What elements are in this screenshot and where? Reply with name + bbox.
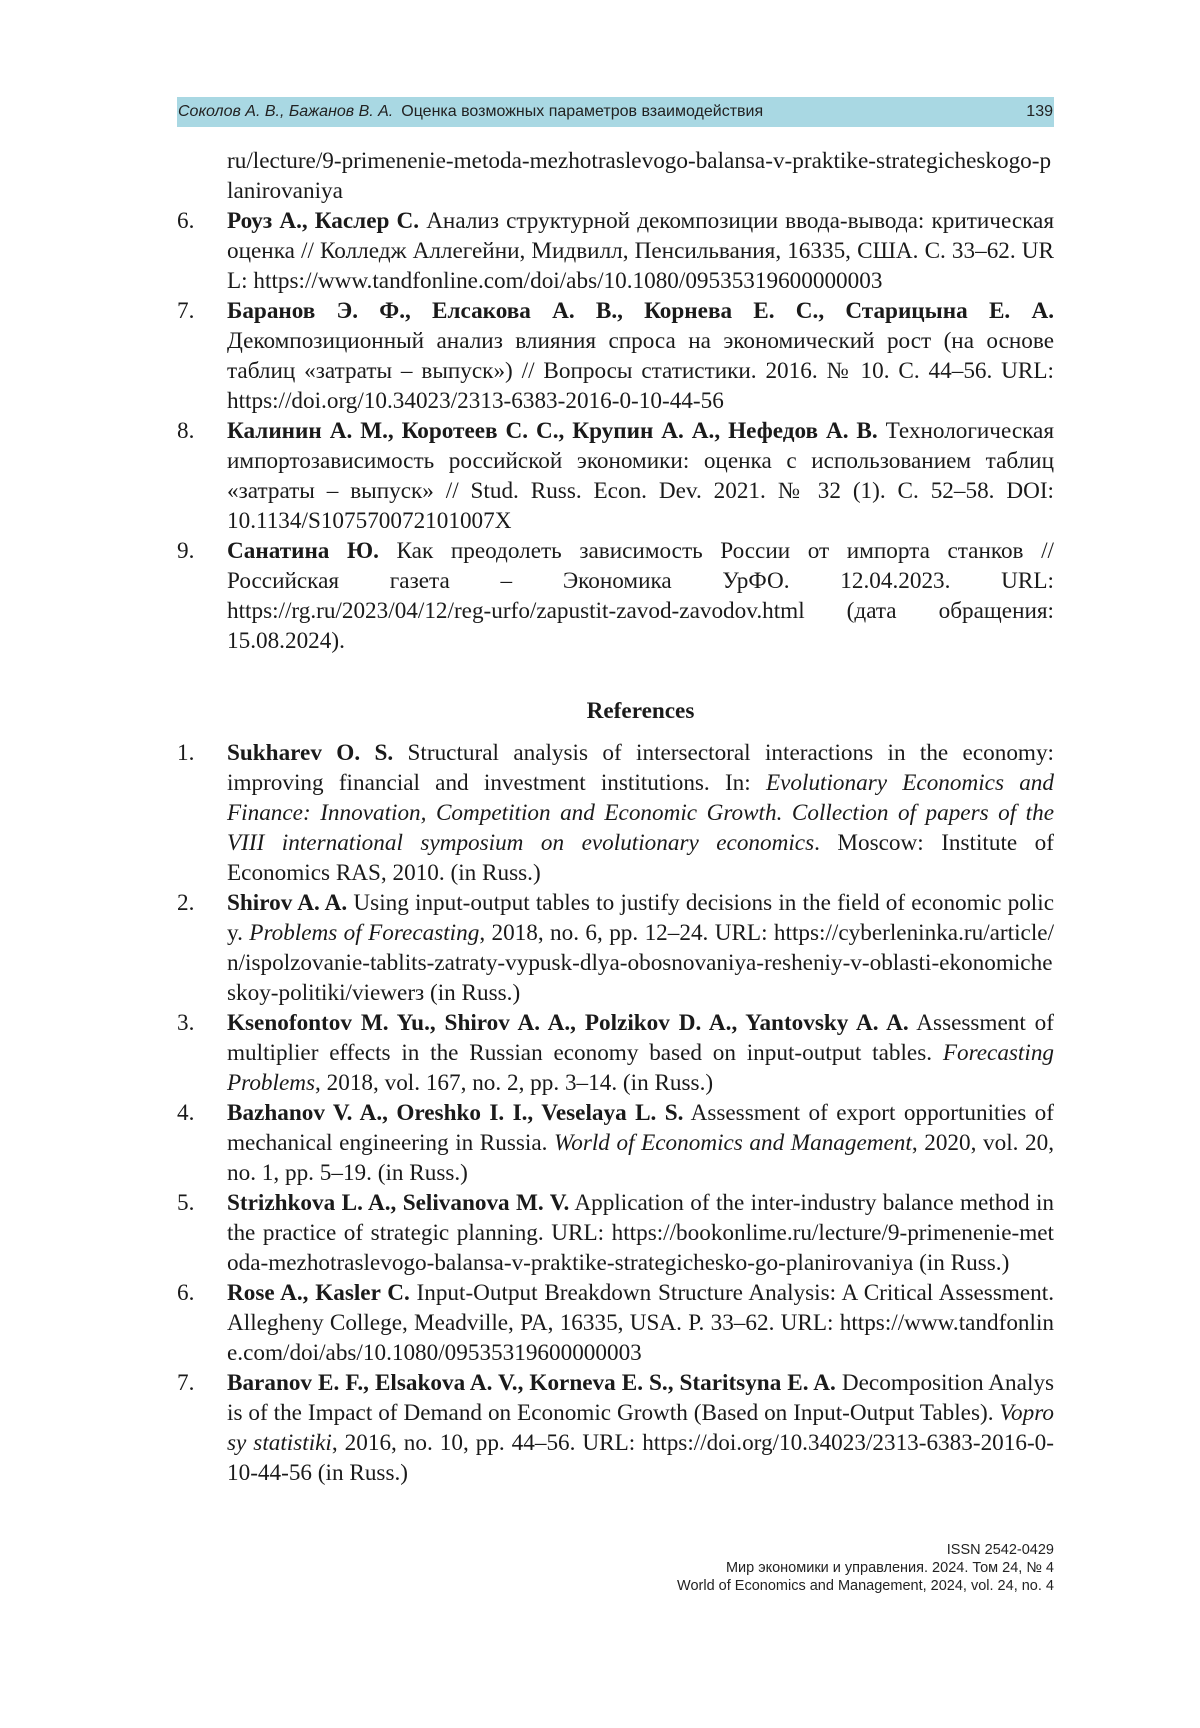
reference-text	[227, 1008, 1054, 1098]
reference-number: 3.	[177, 1010, 195, 1036]
reference-source: Problems of Forecasting	[249, 920, 480, 946]
reference-text	[227, 296, 1054, 416]
references-heading: References	[586, 698, 695, 724]
reference-authors: Sukharev O. S.	[227, 740, 394, 766]
reference-number: 2.	[177, 890, 195, 916]
reference-text	[227, 206, 1054, 296]
reference-number: 1.	[177, 740, 195, 766]
header-authors: Соколов А. В., Бажанов В. А.	[178, 103, 394, 120]
reference-source: Voprosy statistiki	[227, 1400, 1054, 1456]
reference-authors: Ksenofontov M. Yu., Shirov A. A., Polzikov D. A., Yantovsky A. A.	[227, 1010, 909, 1036]
reference-continuation: ru/lecture/9-primenenie-metoda-mezhotraslevogo-balansa-v-praktike-strategicheskogo-planirovaniya	[227, 148, 1052, 204]
reference-text	[227, 888, 1054, 1008]
reference-source: Forecasting Problems	[227, 1040, 1055, 1096]
reference-tail: , 2018, no. 6, pp. 12–24. URL: https://cyberleninka.ru/article/n/ispolzovanie-tablits-zatraty-vypusk-dlya-obosnovaniya-resheniy-v-oblasti-ekonomicheskoy-politiki/viewerз (in Russ.)	[227, 920, 1055, 1006]
reference-number: 9.	[177, 538, 195, 564]
reference-item	[177, 416, 1054, 536]
reference-item	[177, 738, 1054, 888]
reference-number: 7.	[177, 298, 195, 324]
reference-number: 7.	[177, 1370, 195, 1396]
reference-text	[227, 416, 1054, 536]
reference-body: Анализ структурной декомпозиции ввода-вывода: критическая оценка // Колледж Аллегейни, Мидвилл, Пенсильвания, 16335, США. С. 33–62. URL: https://www.tandfonline.com/doi/abs/10.1080/09535319600000003	[227, 208, 1054, 294]
reference-tail: , 2020, vol. 20, no. 1, pp. 5–19. (in Russ.)	[227, 1130, 1054, 1186]
reference-item	[177, 1008, 1054, 1098]
reference-number: 6.	[177, 208, 195, 234]
reference-authors: Baranov E. F., Elsakova A. V., Korneva E. S., Staritsyna E. A.	[227, 1370, 836, 1396]
journal-ru: Мир экономики и управления. 2024. Том 24, № 4	[725, 1560, 1054, 1576]
reference-item	[177, 1368, 1054, 1488]
reference-authors: Санатина Ю.	[227, 538, 379, 564]
reference-authors: Роуз А., Каслер С.	[227, 208, 420, 234]
reference-item	[177, 1278, 1054, 1368]
reference-text	[227, 1368, 1054, 1488]
reference-tail: , 2018, vol. 167, no. 2, pp. 3–14. (in Russ.)	[315, 1070, 714, 1096]
reference-item	[177, 536, 1054, 656]
reference-number: 8.	[177, 418, 195, 444]
reference-body: Structural analysis of intersectoral interactions in the economy: improving financial and investment institutions. In:	[227, 740, 1054, 796]
reference-text	[227, 1188, 1054, 1278]
english-reference-list	[177, 738, 1054, 1488]
reference-item	[177, 206, 1054, 296]
reference-text	[227, 1278, 1054, 1368]
page-number: 139	[1026, 103, 1053, 120]
reference-body: Декомпозиционный анализ влияния спроса на экономический рост (на основе таблиц «затраты – выпуск») // Вопросы статистики. 2016. № 10. С. 44–56. URL: https://doi.org/10.34023/2313-6383-2016-0-10-44-56	[227, 328, 1054, 414]
russian-reference-list	[177, 206, 1054, 656]
reference-text	[227, 1098, 1054, 1188]
reference-body: Технологическая импортозависимость российской экономики: оценка с использованием таблиц «затраты – выпуск» // Stud. Russ. Econ. Dev. 2021. № 32 (1). С. 52–58. DOI: 10.1134/S107570072101007X	[227, 418, 1054, 534]
reference-item	[177, 888, 1054, 1008]
reference-text	[227, 536, 1054, 656]
reference-authors: Strizhkova L. A., Selivanova M. V.	[227, 1190, 570, 1216]
reference-source: Evolutionary Economics and Finance: Innovation, Competition and Economic Growth. Collection of papers of the VIII international symposium on evolutionary economics	[227, 770, 1054, 856]
reference-tail: , 2016, no. 10, pp. 44–56. URL: https://doi.org/10.34023/2313-6383-2016-0-10-44-56 (in Russ.)	[227, 1430, 1054, 1486]
reference-body: Assessment of multiplier effects in the Russian economy based on input-output tables.	[227, 1010, 1054, 1066]
journal-en: World of Economics and Management, 2024, vol. 24, no. 4	[677, 1578, 1054, 1594]
page-body	[177, 146, 1054, 1488]
reference-item	[177, 296, 1054, 416]
reference-body: Application of the inter-industry balance method in the practice of strategic planning. URL: https://bookonlime.ru/lecture/9-primenenie-metoda-mezhotraslevogo-balansa-v-praktike-strategichesko-go-planirovaniya (in Russ.)	[227, 1190, 1054, 1276]
reference-authors: Rose A., Kasler C.	[227, 1280, 410, 1306]
reference-body: Assessment of export opportunities of mechanical engineering in Russia.	[227, 1100, 1054, 1156]
reference-body: Using input-output tables to justify decisions in the field of economic policy.	[227, 890, 1054, 946]
page-footer	[677, 1541, 1054, 1595]
reference-item	[177, 1188, 1054, 1278]
reference-item	[177, 1098, 1054, 1188]
reference-source: World of Economics and Management	[554, 1130, 912, 1156]
reference-body: Input-Output Breakdown Structure Analysis: A Critical Assessment. Allegheny College, Meadville, PA, 16335, USA. P. 33–62. URL: https://www.tandfonline.com/doi/abs/10.1080/09535319600000003	[227, 1280, 1055, 1366]
reference-authors: Баранов Э. Ф., Елсакова А. В., Корнева Е. С., Старицына Е. А.	[227, 298, 1054, 324]
reference-number: 4.	[177, 1100, 195, 1126]
reference-number: 5.	[177, 1190, 195, 1216]
reference-number: 6.	[177, 1280, 195, 1306]
reference-authors: Калинин А. М., Коротеев С. С., Крупин А. А., Нефедов А. В.	[227, 418, 878, 444]
reference-tail: . Moscow: Institute of Economics RAS, 2010. (in Russ.)	[227, 830, 1054, 886]
header-left	[178, 103, 763, 121]
reference-body: Decomposition Analysis of the Impact of Demand on Economic Growth (Based on Input-Output Tables).	[227, 1370, 1055, 1426]
reference-authors: Bazhanov V. A., Oreshko I. I., Veselaya L. S.	[227, 1100, 684, 1126]
issn: ISSN 2542-0429	[946, 1542, 1054, 1558]
running-header	[177, 97, 1054, 127]
reference-text	[227, 738, 1054, 888]
reference-body: Как преодолеть зависимость России от импорта станков // Российская газета – Экономика УрФО. 12.04.2023. URL: https://rg.ru/2023/04/12/reg-urfo/zapustit-zavod-zavodov.html (дата обращения: 15.08.2024).	[227, 538, 1054, 654]
reference-authors: Shirov A. A.	[227, 890, 348, 916]
header-title: Оценка возможных параметров взаимодействия	[401, 103, 764, 120]
